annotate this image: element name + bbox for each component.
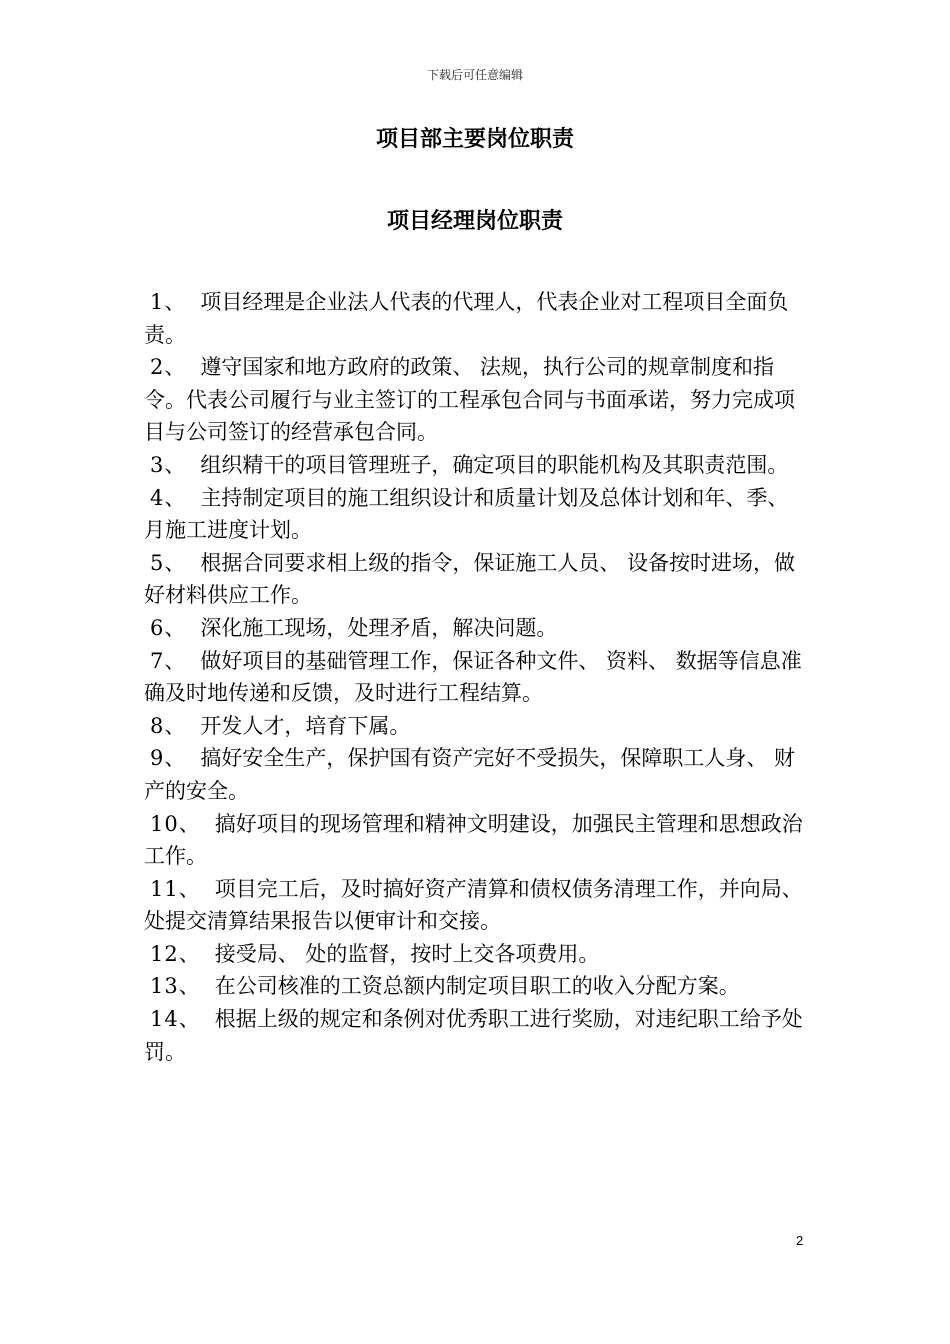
header-note: 下载后可任意编辑 [426, 68, 523, 82]
list-item [144, 351, 812, 449]
list-item [144, 742, 812, 807]
list-item [144, 612, 812, 645]
item-number: 11、 [150, 876, 201, 901]
list-item [144, 482, 812, 547]
item-number: 9、 [150, 746, 187, 771]
list-item [144, 1003, 812, 1068]
list-item [144, 547, 812, 612]
item-text: 项目经理是企业法人代表的代理人，代表企业对工程项目全面负责。 [144, 290, 789, 347]
item-number: 5、 [150, 550, 187, 575]
item-text: 根据上级的规定和条例对优秀职工进行奖励，对违纪职工给予处罚。 [144, 1007, 803, 1064]
item-text: 做好项目的基础管理工作，保证各种文件、 资料、 数据等信息准确及时地传递和反馈，及时进行工程结算。 [144, 648, 802, 706]
responsibility-list [144, 286, 812, 1068]
item-text: 项目完工后，及时搞好资产清算和债权债务清理工作，并向局、 处提交清算结果报告以便审计和交接。 [144, 876, 803, 934]
list-item [144, 938, 812, 971]
item-number: 3、 [150, 452, 187, 477]
list-item [144, 286, 812, 351]
item-number: 8、 [150, 713, 187, 738]
item-number: 10、 [150, 811, 201, 836]
item-text: 根据合同要求相上级的指令，保证施工人员、 设备按时进场，做好材料供应工作。 [144, 550, 796, 608]
item-number: 1、 [150, 290, 187, 314]
section-title: 项目经理岗位职责 [386, 209, 563, 234]
document-title: 项目部主要岗位职责 [375, 127, 574, 152]
item-number: 14、 [150, 1007, 201, 1032]
item-text: 在公司核准的工资总额内制定项目职工的收入分配方案。 [214, 974, 740, 999]
item-text: 接受局、 处的监督，按时上交各项费用。 [214, 941, 600, 966]
item-number: 7、 [150, 648, 187, 673]
item-text: 搞好项目的现场管理和精神文明建设，加强民主管理和思想政治工作。 [144, 811, 803, 869]
item-text: 深化施工现场，处理矛盾，解决问题。 [200, 615, 558, 640]
item-number: 12、 [150, 941, 201, 966]
item-text: 遵守国家和地方政府的政策、 法规，执行公司的规章制度和指令。代表公司履行与业主签订的工程承包合同与书面承诺，努力完成项目与公司签订的经营承包合同。 [144, 355, 795, 445]
list-item [144, 970, 812, 1003]
list-item [144, 710, 812, 743]
item-number: 13、 [150, 974, 201, 999]
item-text: 组织精干的项目管理班子，确定项目的职能机构及其职责范围。 [200, 452, 789, 477]
item-text: 主持制定项目的施工组织设计和质量计划及总体计划和年、季、 月施工进度计划。 [144, 485, 789, 543]
item-number: 4、 [150, 485, 187, 510]
list-item [144, 449, 812, 482]
item-text: 搞好安全生产，保护国有资产完好不受损失，保障职工人身、 财产的安全。 [144, 746, 796, 803]
page-number: 2 [796, 1233, 804, 1248]
item-number: 6、 [150, 615, 187, 640]
list-item [144, 645, 812, 710]
list-item [144, 873, 812, 938]
list-item [144, 808, 812, 873]
item-text: 开发人才，培育下属。 [200, 713, 411, 738]
item-number: 2、 [150, 355, 187, 380]
